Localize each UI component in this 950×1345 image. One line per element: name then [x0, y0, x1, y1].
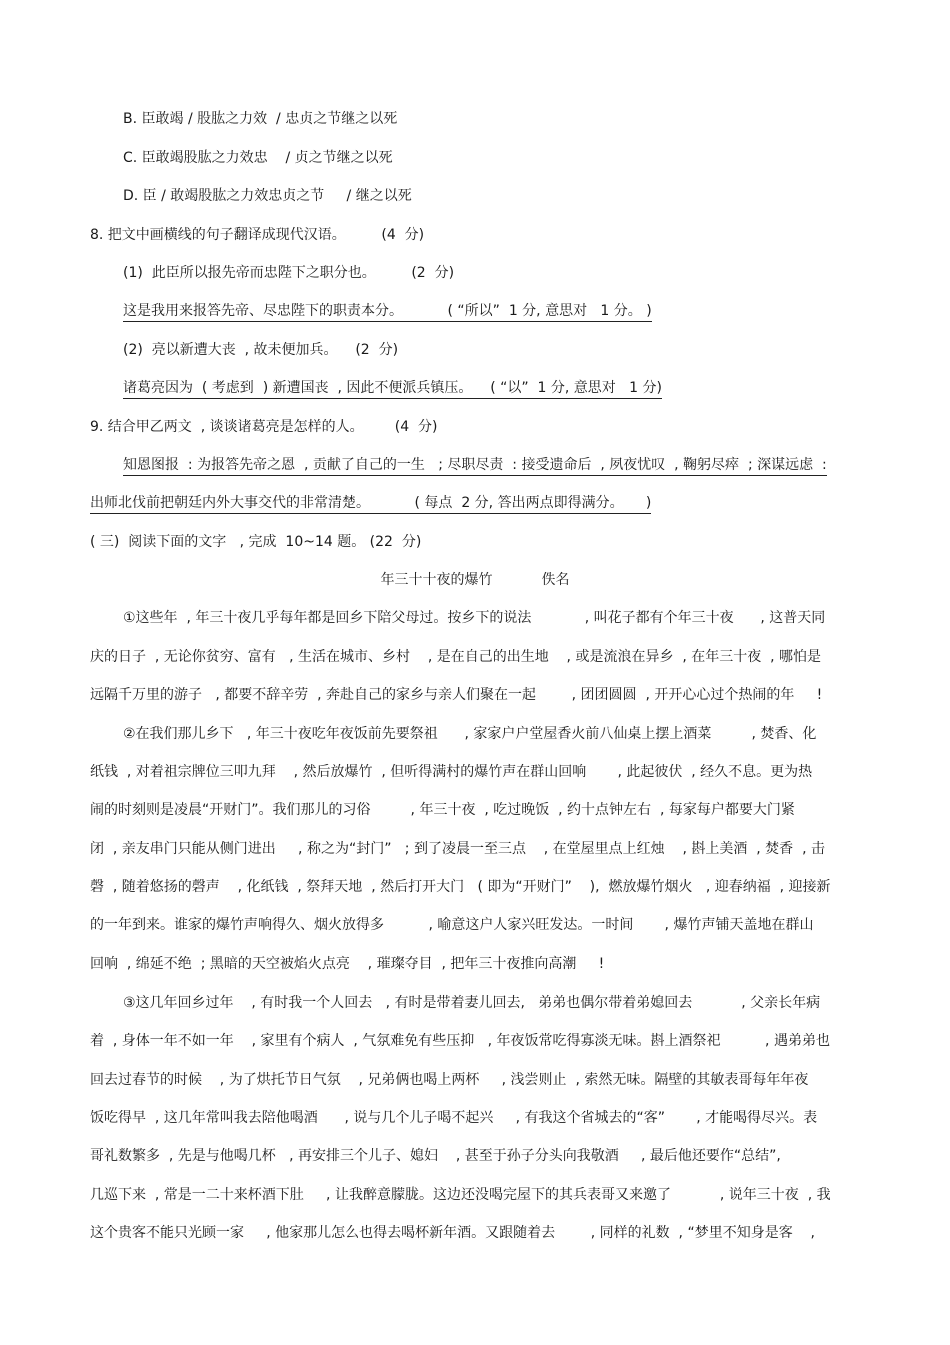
passage-title: 年三十十夜的爆竹 佚名: [380, 572, 570, 588]
passage-line: 闹的时刻则是凌晨“开财门”。我们那儿的习俗 , 年三十夜 , 吃过晚饭 , 约十点钟左右 , 每家每户都要大门紧: [90, 802, 795, 818]
passage-line: 纸钱 , 对着祖宗牌位三叩九拜 , 然后放爆竹 , 但听得满村的爆竹声在群山回响 , 此起彼伏 , 经久不息。更为热: [90, 764, 813, 780]
option-b: B. 臣敢竭 / 股肱之力效 / 忠贞之节继之以死: [123, 111, 398, 127]
question-8-answer-1: 这是我用来报答先帝、尽忠陛下的职责本分。 ( “所以” 1 分, 意思对 1 分。 ): [123, 302, 652, 322]
passage-line: 着 , 身体一年不如一年 , 家里有个病人 , 气氛难免有些压抑 , 年夜饭常吃得寡淡无味。斟上酒祭祀 , 遇弟弟也: [90, 1033, 830, 1049]
question-8-answer-2: 诸葛亮因为 ( 考虑到 ) 新遭国丧 , 因此不便派兵镇压。 ( “以” 1 分, 意思对 1 分): [123, 379, 662, 399]
question-8-stem: 8. 把文中画横线的句子翻译成现代汉语。 (4 分): [90, 227, 425, 243]
passage-line: ①这些年 , 年三十夜几乎每年都是回乡下陪父母过。按乡下的说法 , 叫花子都有个年三十夜 , 这普天同: [123, 610, 826, 626]
passage-line: 磬 , 随着悠扬的磬声 , 化纸钱 , 祭拜天地 , 然后打开大门 ( 即为“开财门” ), 燃放爆竹烟火 , 迎春纳福 , 迎接新: [90, 879, 831, 895]
passage-line: 哥礼数繁多 , 先是与他喝几杯 , 再安排三个儿子、媳妇 , 甚至于孙子分头向我敬酒 , 最后他还要作“总结”,: [90, 1148, 781, 1164]
passage-line: 远隔千万里的游子 , 都要不辞辛劳 , 奔赴自己的家乡与亲人们聚在一起 , 团团圆圆 , 开开心心过个热闹的年 !: [90, 687, 823, 703]
passage-line: 回响 , 绵延不绝 ; 黑暗的天空被焰火点亮 , 璀璨夺目 , 把年三十夜推向高潮 !: [90, 956, 605, 972]
question-9-stem: 9. 结合甲乙两文 , 谈谈诸葛亮是怎样的人。 (4 分): [90, 419, 438, 435]
passage-line: 回去过春节的时候 , 为了烘托节日气氛 , 兄弟俩也喝上两杯 , 浅尝则止 , 索然无味。隔壁的其敏表哥每年年夜: [90, 1072, 809, 1088]
option-d: D. 臣 / 敢竭股肱之力效忠贞之节 / 继之以死: [123, 188, 412, 204]
passage-line: ③这几年回乡过年 , 有时我一个人回去 , 有时是带着妻儿回去, 弟弟也偶尔带着弟媳回去 , 父亲长年病: [123, 995, 821, 1011]
section-3-heading: ( 三) 阅读下面的文字 , 完成 10~14 题。 (22 分): [90, 534, 422, 550]
passage-line: 庆的日子 , 无论你贫穷、富有 , 生活在城市、乡村 , 是在自己的出生地 , 或是流浪在异乡 , 在年三十夜 , 哪怕是: [90, 649, 822, 665]
question-8-sentence-2: (2) 亮以新遭大丧 , 故未便加兵。 (2 分): [123, 342, 399, 358]
passage-line: 这个贵客不能只光顾一家 , 他家那儿怎么也得去喝杯新年酒。又跟随着去 , 同样的礼数 , “梦里不知身是客 ,: [90, 1225, 815, 1241]
question-8-sentence-1: (1) 此臣所以报先帝而忠陛下之职分也。 (2 分): [123, 265, 455, 281]
passage-line: 闭 , 亲友串门只能从侧门进出 , 称之为“封门” ; 到了凌晨一至三点 , 在堂屋里点上红烛 , 斟上美酒 , 焚香 , 击: [90, 841, 825, 857]
passage-line: 的一年到来。谁家的爆竹声响得久、烟火放得多 , 喻意这户人家兴旺发达。一时间 , 爆竹声铺天盖地在群山: [90, 917, 814, 933]
passage-line: 几巡下来 , 常是一二十来杯酒下肚 , 让我醉意朦胧。这边还没喝完屋下的其兵表哥又来邀了 , 说年三十夜 , 我: [90, 1187, 831, 1203]
option-c: C. 臣敢竭股肱之力效忠 / 贞之节继之以死: [123, 150, 393, 166]
question-9-answer-line-1: 知恩图报 : 为报答先帝之恩 , 贡献了自己的一生 ; 尽职尽责 : 接受遗命后 , 夙夜忧叹 , 鞠躬尽瘁 ; 深谋远虑 :: [123, 456, 827, 476]
passage-line: 饭吃得早 , 这几年常叫我去陪他喝酒 , 说与几个儿子喝不起兴 , 有我这个省城去的“客” , 才能喝得尽兴。表: [90, 1110, 818, 1126]
question-9-answer-line-2: 出师北伐前把朝廷内外大事交代的非常清楚。 ( 每点 2 分, 答出两点即得满分。 ): [90, 494, 651, 514]
passage-line: ②在我们那儿乡下 , 年三十夜吃年夜饭前先要祭祖 , 家家户户堂屋香火前八仙桌上摆上酒菜 , 焚香、化: [123, 726, 817, 742]
